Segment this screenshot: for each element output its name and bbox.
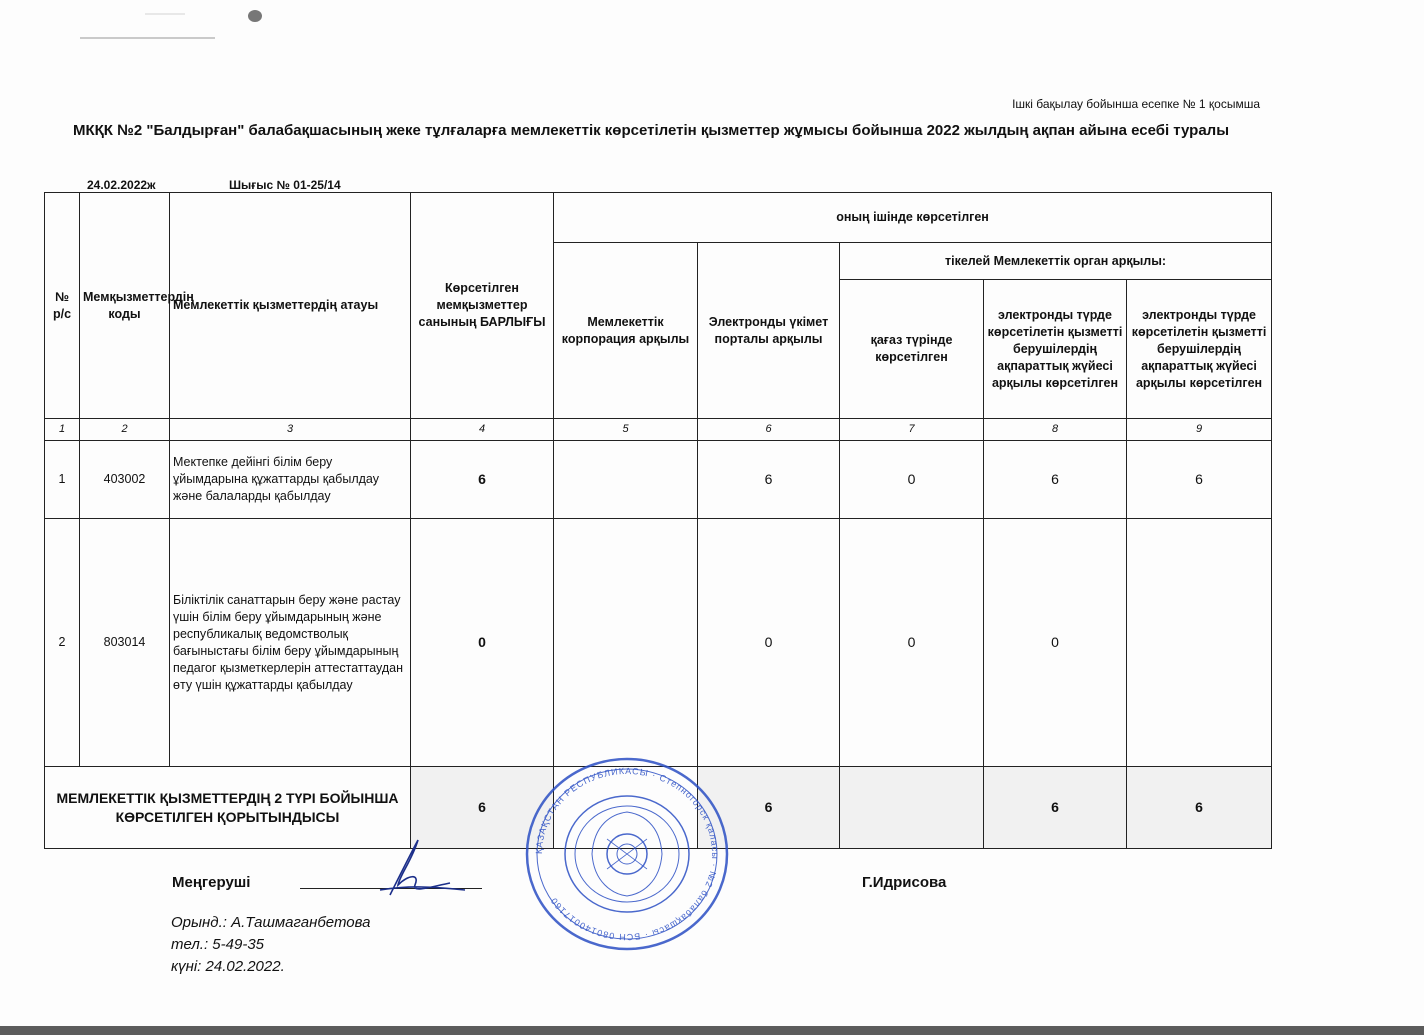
- scan-smudge: [75, 8, 305, 48]
- header-code: Мемқызметтердің коды: [80, 193, 170, 419]
- seal-text: ҚАЗАҚСТАН РЕСПУБЛИКАСЫ · Степногорск қаласы · №2 балабақшасы · БСН 080140017160: [533, 765, 721, 943]
- header-electronic-1: электронды түрде көрсетілетін қызметті берушілердің ақпараттық жүйесі арқылы көрсетілген: [984, 280, 1127, 419]
- performer-name: Орынд.: А.Ташмаганбетова: [171, 914, 371, 931]
- director-name: Г.Идрисова: [862, 874, 947, 891]
- totals-label: МЕМЛЕКЕТТІК ҚЫЗМЕТТЕРДІҢ 2 ТҮРІ БОЙЫНША КӨРСЕТІЛГЕН ҚОРЫТЫНДЫСЫ: [45, 767, 411, 849]
- appendix-note: Ішкі бақылау бойынша есепке № 1 қосымша: [1012, 97, 1260, 111]
- row-electronic-1: 6: [984, 441, 1127, 519]
- row-code: 403002: [80, 441, 170, 519]
- totals-electronic-1: 6: [984, 767, 1127, 849]
- services-table: [44, 192, 1272, 849]
- handwritten-signature: [360, 835, 470, 905]
- official-seal: [522, 754, 732, 954]
- report-date: 24.02.2022ж: [87, 178, 156, 192]
- row-corporation: [554, 441, 698, 519]
- row-code: 803014: [80, 519, 170, 767]
- column-number: 4: [411, 419, 554, 441]
- row-electronic-2: 6: [1127, 441, 1272, 519]
- totals-egov: 6: [698, 767, 840, 849]
- header-egov: Электронды үкімет порталы арқылы: [698, 243, 840, 419]
- header-name: Мемлекеттік қызметтердің атауы: [170, 193, 411, 419]
- row-corporation: [554, 519, 698, 767]
- column-number: 1: [45, 419, 80, 441]
- row-paper: 0: [840, 519, 984, 767]
- performer-date: күні: 24.02.2022.: [171, 958, 285, 975]
- performer-phone: тел.: 5-49-35: [171, 936, 265, 953]
- column-number: 2: [80, 419, 170, 441]
- column-number: 7: [840, 419, 984, 441]
- header-direct: тікелей Мемлекеттік орган арқылы:: [840, 243, 1272, 280]
- column-number: 3: [170, 419, 411, 441]
- row-egov: 0: [698, 519, 840, 767]
- header-corporation: Мемлекеттік корпорация арқылы: [554, 243, 698, 419]
- row-name: Біліктілік санаттарын беру және растау үшін білім беру ұйымдарының және республикалық ведомстволық бағыныстағы білім беру ұйымдарының педагог қызметкерлерін аттестаттаудан өту үшін құжаттарды қабылдау: [170, 519, 411, 767]
- row-paper: 0: [840, 441, 984, 519]
- row-no: 2: [45, 519, 80, 767]
- column-number: 5: [554, 419, 698, 441]
- column-number: 9: [1127, 419, 1272, 441]
- header-paper: қағаз түрінде көрсетілген: [840, 280, 984, 419]
- signature-role: Меңгеруші: [172, 874, 251, 891]
- header-electronic-2: электронды түрде көрсетілетін қызметті берушілердің ақпараттық жүйесі арқылы көрсетілген: [1127, 280, 1272, 419]
- column-number: 8: [984, 419, 1127, 441]
- column-number: 6: [698, 419, 840, 441]
- performer-info: [171, 912, 370, 978]
- header-total: Көрсетілген мемқызметтер санының БАРЛЫҒЫ: [411, 193, 554, 419]
- totals-electronic-2: 6: [1127, 767, 1272, 849]
- header-no: № р/с: [45, 193, 80, 419]
- row-total: 0: [411, 519, 554, 767]
- report-title: МКҚК №2 "Балдырған" балабақшасының жеке тұлғаларға мемлекеттік көрсетілетін қызметтер жұмысы бойынша 2022 жылдың ақпан айына есебі туралы: [72, 122, 1230, 139]
- row-no: 1: [45, 441, 80, 519]
- outgoing-number: Шығыс № 01-25/14: [229, 178, 341, 192]
- totals-total: 6: [411, 767, 554, 849]
- scan-edge: [0, 1026, 1424, 1035]
- header-including: оның ішінде көрсетілген: [554, 193, 1272, 243]
- row-total: 6: [411, 441, 554, 519]
- row-name: Мектепке дейінгі білім беру ұйымдарына құжаттарды қабылдау және балаларды қабылдау: [170, 441, 411, 519]
- row-egov: 6: [698, 441, 840, 519]
- totals-paper: [840, 767, 984, 849]
- row-electronic-1: 0: [984, 519, 1127, 767]
- table-row: [45, 519, 1272, 767]
- table-row: [45, 441, 1272, 519]
- row-electronic-2: [1127, 519, 1272, 767]
